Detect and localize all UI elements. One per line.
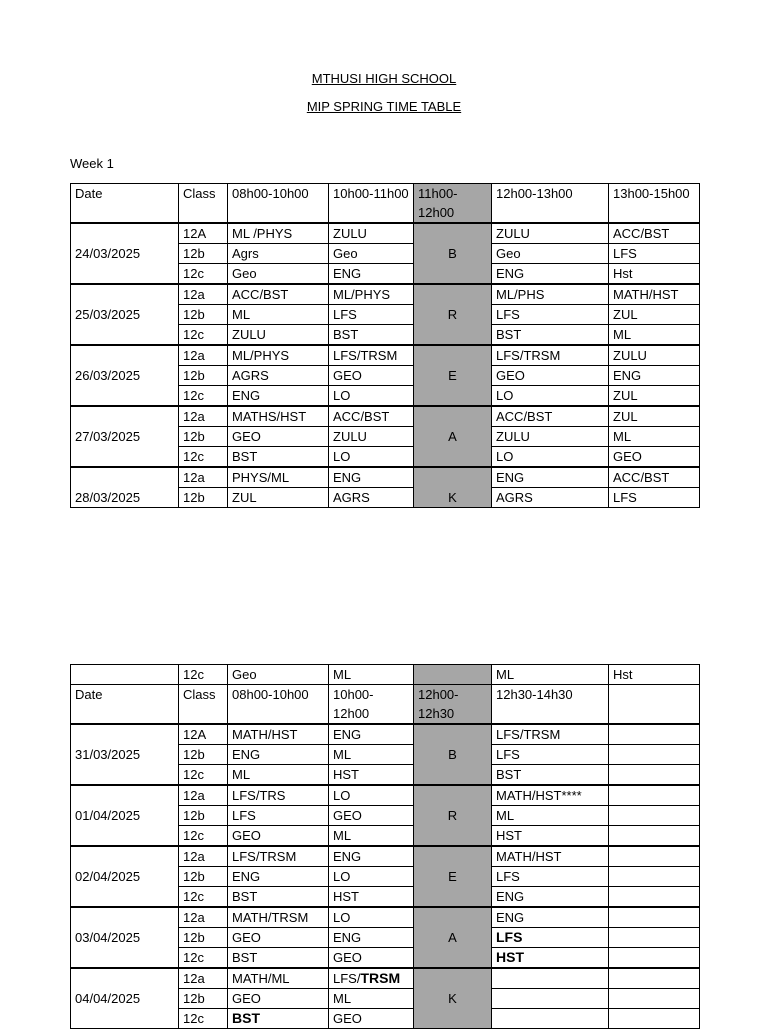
- break-cell: K: [414, 467, 492, 508]
- header-row: [71, 184, 700, 224]
- class-cell: 12b: [179, 745, 228, 765]
- class-cell: 12c: [179, 765, 228, 786]
- subject-cell: ACC/BST: [609, 467, 700, 488]
- class-cell: 12c: [179, 665, 228, 685]
- subject-cell: [492, 968, 609, 989]
- subject-cell: LFS/TRSM: [228, 846, 329, 867]
- subject-cell: MATH/HST: [609, 284, 700, 305]
- class-cell: 12c: [179, 264, 228, 285]
- subject-cell: MATH/TRSM: [228, 907, 329, 928]
- subject-cell: GEO: [228, 826, 329, 847]
- subject-cell: BST: [228, 887, 329, 908]
- subject-cell: ENG: [492, 264, 609, 285]
- subject-cell: [609, 1009, 700, 1029]
- subject-cell: ENG: [228, 386, 329, 407]
- header-cell: 11h00-12h00: [414, 184, 492, 224]
- class-cell: 12b: [179, 989, 228, 1009]
- subject-cell: LO: [329, 386, 414, 407]
- class-cell: 12a: [179, 467, 228, 488]
- break-cell: [414, 665, 492, 685]
- subject-cell: ZULU: [228, 325, 329, 346]
- subject-cell: ZUL: [609, 386, 700, 407]
- break-cell: K: [414, 968, 492, 1029]
- subject-cell: AGRS: [228, 366, 329, 386]
- date-cell: 02/04/2025: [71, 846, 179, 907]
- subject-cell: LO: [492, 447, 609, 468]
- subject-cell: HST: [492, 948, 609, 969]
- header-cell: Class: [179, 685, 228, 725]
- table-row: [71, 968, 700, 989]
- class-cell: 12b: [179, 244, 228, 264]
- subject-cell: ML: [492, 665, 609, 685]
- header-cell: 12h00-13h00: [492, 184, 609, 224]
- subject-cell: LFS/TRSM: [329, 345, 414, 366]
- date-cell: 28/03/2025: [71, 467, 179, 508]
- week1-timetable: [70, 183, 700, 508]
- subject-cell: ML: [609, 325, 700, 346]
- subject-cell: ML: [492, 806, 609, 826]
- subject-cell: ENG: [228, 745, 329, 765]
- subject-cell: HST: [329, 765, 414, 786]
- table-row: [71, 345, 700, 366]
- subject-cell: ZULU: [329, 223, 414, 244]
- subject-cell: BST: [329, 325, 414, 346]
- subject-cell: [609, 846, 700, 867]
- subject-cell: [609, 887, 700, 908]
- subject-cell: ENG: [329, 724, 414, 745]
- break-cell: R: [414, 284, 492, 345]
- class-cell: 12b: [179, 928, 228, 948]
- subject-cell: ACC/BST: [492, 406, 609, 427]
- subject-cell: ENG: [329, 846, 414, 867]
- class-cell: 12b: [179, 366, 228, 386]
- subject-cell: LFS: [609, 488, 700, 508]
- header-cell: [609, 685, 700, 725]
- carryover-row: [71, 665, 700, 685]
- subject-cell: Geo: [492, 244, 609, 264]
- class-cell: 12b: [179, 305, 228, 325]
- header-cell: Date: [71, 685, 179, 725]
- subject-cell: BST: [492, 325, 609, 346]
- subject-cell: GEO: [228, 989, 329, 1009]
- subject-cell: [329, 968, 414, 989]
- break-cell: A: [414, 907, 492, 968]
- subject-cell: [609, 765, 700, 786]
- class-cell: 12a: [179, 907, 228, 928]
- subject-cell: MATH/HST****: [492, 785, 609, 806]
- week2-timetable: [70, 664, 700, 1029]
- subject-cell: Geo: [228, 665, 329, 685]
- table-row: [71, 724, 700, 745]
- subject-cell: LO: [329, 907, 414, 928]
- date-cell: 04/04/2025: [71, 968, 179, 1029]
- class-cell: 12c: [179, 447, 228, 468]
- class-cell: 12a: [179, 785, 228, 806]
- subject-cell: GEO: [329, 1009, 414, 1029]
- subject-cell: AGRS: [329, 488, 414, 508]
- subject-cell: BST: [228, 447, 329, 468]
- subject-cell: [492, 989, 609, 1009]
- subject-cell: ML /PHYS: [228, 223, 329, 244]
- class-cell: 12a: [179, 406, 228, 427]
- class-cell: 12b: [179, 488, 228, 508]
- subject-cell: Hst: [609, 264, 700, 285]
- subject-cell: GEO: [609, 447, 700, 468]
- subject-cell: ENG: [492, 467, 609, 488]
- table-row: [71, 223, 700, 244]
- subject-cell: Agrs: [228, 244, 329, 264]
- subject-cell: ACC/BST: [329, 406, 414, 427]
- break-cell: E: [414, 345, 492, 406]
- subject-cell: LFS: [492, 867, 609, 887]
- subject-cell: [609, 806, 700, 826]
- subject-cell: [609, 867, 700, 887]
- subject-cell: BST: [492, 765, 609, 786]
- subject-cell: BST: [228, 1009, 329, 1029]
- subject-cell: ACC/BST: [228, 284, 329, 305]
- subject-cell: ZULU: [329, 427, 414, 447]
- class-cell: 12a: [179, 968, 228, 989]
- class-cell: 12a: [179, 284, 228, 305]
- subject-cell: ENG: [329, 928, 414, 948]
- table-row: [71, 907, 700, 928]
- subject-cell: ML: [228, 765, 329, 786]
- date-cell: 25/03/2025: [71, 284, 179, 345]
- subject-cell: MATH/HST: [492, 846, 609, 867]
- subject-cell: ENG: [609, 366, 700, 386]
- week1-label: Week 1: [70, 156, 114, 171]
- header-cell: Date: [71, 184, 179, 224]
- subject-cell: MATHS/HST: [228, 406, 329, 427]
- subject-cell: [609, 928, 700, 948]
- class-cell: 12a: [179, 846, 228, 867]
- subject-cell: LFS: [492, 305, 609, 325]
- subject-cell: LFS/TRS: [228, 785, 329, 806]
- subject-cell: ENG: [492, 907, 609, 928]
- header-cell: 08h00-10h00: [228, 184, 329, 224]
- break-cell: R: [414, 785, 492, 846]
- subject-cell: MATH/HST: [228, 724, 329, 745]
- subject-cell: [609, 745, 700, 765]
- subject-cell: ML: [329, 745, 414, 765]
- header-cell: Class: [179, 184, 228, 224]
- date-cell: 01/04/2025: [71, 785, 179, 846]
- subject-cell: LFS: [492, 745, 609, 765]
- table-row: [71, 406, 700, 427]
- header-row: [71, 685, 700, 725]
- header-cell: 12h30-14h30: [492, 685, 609, 725]
- subject-cell: Hst: [609, 665, 700, 685]
- class-cell: 12c: [179, 325, 228, 346]
- subject-cell: GEO: [228, 928, 329, 948]
- subject-cell: [609, 948, 700, 969]
- subject-cell: ZULU: [492, 223, 609, 244]
- school-name: MTHUSI HIGH SCHOOL: [311, 71, 457, 86]
- subject-cell: ENG: [492, 887, 609, 908]
- subject-cell: LO: [329, 785, 414, 806]
- subject-cell: ENG: [228, 867, 329, 887]
- subject-cell: [609, 907, 700, 928]
- subject-cell: ENG: [329, 467, 414, 488]
- class-cell: 12a: [179, 345, 228, 366]
- subject-cell: ML: [228, 305, 329, 325]
- break-cell: E: [414, 846, 492, 907]
- subject-cell: ML: [329, 989, 414, 1009]
- subject-cell: ACC/BST: [609, 223, 700, 244]
- subject-cell: HST: [492, 826, 609, 847]
- subject-cell: AGRS: [492, 488, 609, 508]
- class-cell: 12c: [179, 948, 228, 969]
- subject-cell: ZUL: [228, 488, 329, 508]
- date-cell: 03/04/2025: [71, 907, 179, 968]
- subject-cell: [609, 826, 700, 847]
- class-cell: 12A: [179, 724, 228, 745]
- date-cell: [71, 665, 179, 685]
- class-cell: 12b: [179, 427, 228, 447]
- class-cell: 12b: [179, 867, 228, 887]
- subject-cell: GEO: [492, 366, 609, 386]
- subject-cell: [609, 785, 700, 806]
- header-cell: 10h00-11h00: [329, 184, 414, 224]
- class-cell: 12c: [179, 1009, 228, 1029]
- subject-cell: GEO: [329, 806, 414, 826]
- subject-cell: LO: [492, 386, 609, 407]
- header-cell: 10h00-12h00: [329, 685, 414, 725]
- date-cell: 31/03/2025: [71, 724, 179, 785]
- subject-cell: ZULU: [609, 345, 700, 366]
- subject-cell: HST: [329, 887, 414, 908]
- break-cell: B: [414, 223, 492, 284]
- break-cell: B: [414, 724, 492, 785]
- subject-text: LFS/: [333, 971, 361, 986]
- subject-cell: Geo: [228, 264, 329, 285]
- subject-cell: ENG: [329, 264, 414, 285]
- subject-cell: GEO: [228, 427, 329, 447]
- subject-cell: ZULU: [492, 427, 609, 447]
- class-cell: 12c: [179, 826, 228, 847]
- subject-cell: ZUL: [609, 406, 700, 427]
- table-row: [71, 846, 700, 867]
- subject-cell: ML: [609, 427, 700, 447]
- class-cell: 12c: [179, 887, 228, 908]
- subject-cell: ML/PHYS: [228, 345, 329, 366]
- subject-cell: LO: [329, 447, 414, 468]
- subject-cell: LFS: [492, 928, 609, 948]
- subject-cell: ML: [329, 665, 414, 685]
- subject-cell: BST: [228, 948, 329, 969]
- subject-cell: [492, 1009, 609, 1029]
- subject-cell: LFS/TRSM: [492, 724, 609, 745]
- table-row: [71, 467, 700, 488]
- subject-cell: LFS: [609, 244, 700, 264]
- break-cell: A: [414, 406, 492, 467]
- class-cell: 12A: [179, 223, 228, 244]
- table-row: [71, 284, 700, 305]
- subject-cell: LFS: [329, 305, 414, 325]
- date-cell: 24/03/2025: [71, 223, 179, 284]
- subject-cell: LO: [329, 867, 414, 887]
- subject-cell: ML/PHS: [492, 284, 609, 305]
- subject-cell: GEO: [329, 948, 414, 969]
- subject-cell: PHYS/ML: [228, 467, 329, 488]
- timetable-title: MIP SPRING TIME TABLE: [306, 99, 462, 114]
- subject-cell: [609, 724, 700, 745]
- subject-cell: MATH/ML: [228, 968, 329, 989]
- subject-cell: Geo: [329, 244, 414, 264]
- header-cell: 13h00-15h00: [609, 184, 700, 224]
- header-cell: 08h00-10h00: [228, 685, 329, 725]
- subject-cell: [609, 989, 700, 1009]
- class-cell: 12b: [179, 806, 228, 826]
- subject-cell: [609, 968, 700, 989]
- table-row: [71, 785, 700, 806]
- subject-cell: ZUL: [609, 305, 700, 325]
- subject-cell: GEO: [329, 366, 414, 386]
- subject-cell: LFS: [228, 806, 329, 826]
- subject-cell: ML: [329, 826, 414, 847]
- class-cell: 12c: [179, 386, 228, 407]
- date-cell: 26/03/2025: [71, 345, 179, 406]
- date-cell: 27/03/2025: [71, 406, 179, 467]
- subject-text-bold: TRSM: [360, 970, 401, 986]
- header-cell: 12h00-12h30: [414, 685, 492, 725]
- subject-cell: LFS/TRSM: [492, 345, 609, 366]
- subject-cell: ML/PHYS: [329, 284, 414, 305]
